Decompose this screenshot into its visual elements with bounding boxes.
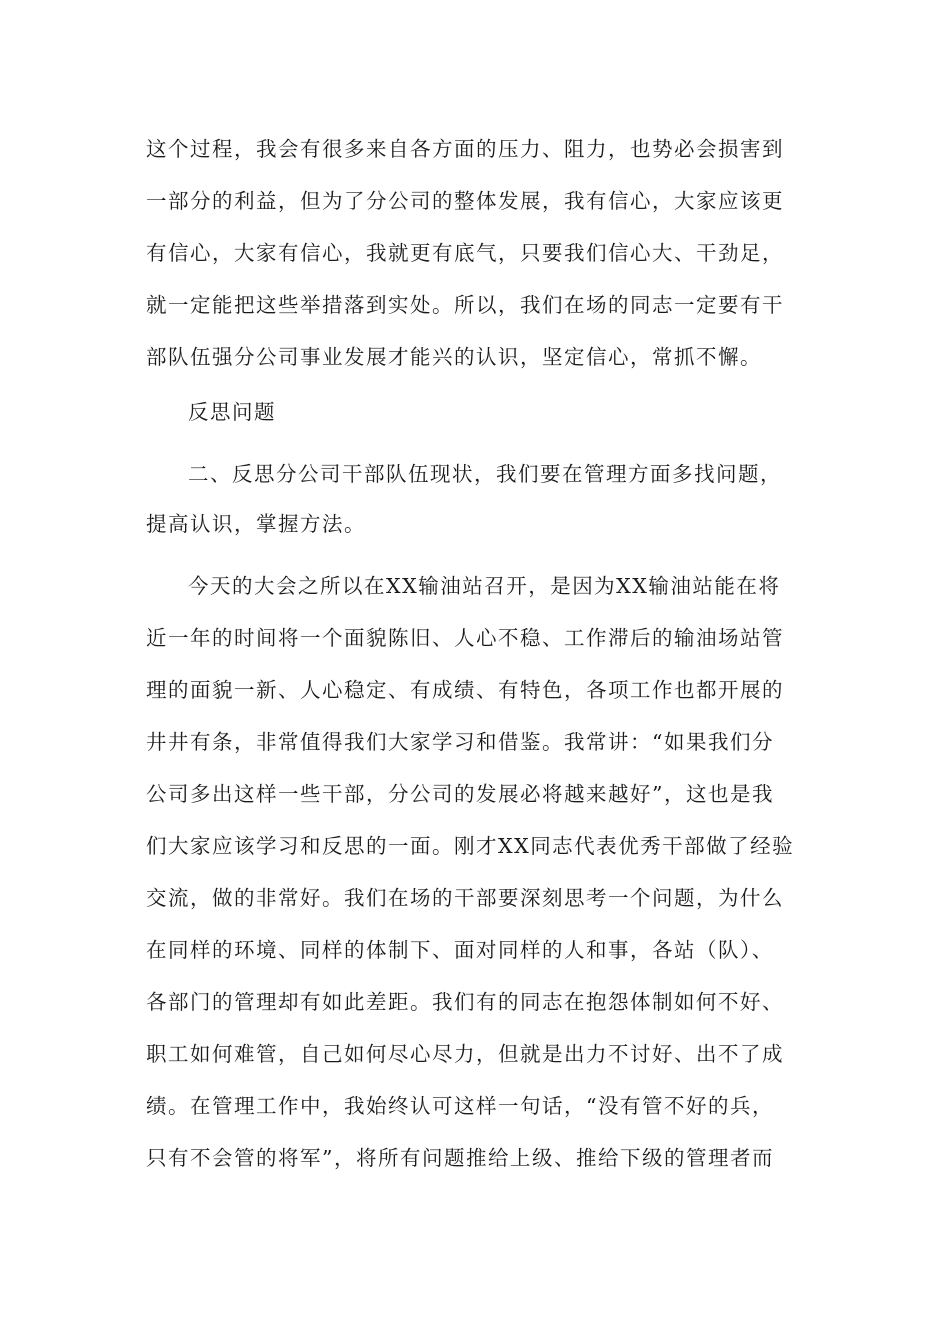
text-line: 公司多出这样一些干部，分公司的发展必将越来越好”，这也是我 bbox=[146, 782, 774, 806]
text-line: 交流，做的非常好。我们在场的干部要深刻思考一个问题，为什么 bbox=[146, 886, 784, 910]
text-line: 就一定能把这些举措落到实处。所以，我们在场的同志一定要有干 bbox=[146, 293, 784, 317]
text-line: 们大家应该学习和反思的一面。刚才XX同志代表优秀干部做了经验 bbox=[146, 834, 795, 858]
text-line: 理的面貌一新、人心稳定、有成绩、有特色，各项工作也都开展的 bbox=[146, 678, 784, 702]
text-line: 部队伍强分公司事业发展才能兴的认识，坚定信心，常抓不懈。 bbox=[146, 345, 762, 369]
text-line: 提高认识，掌握方法。 bbox=[146, 512, 366, 536]
text-line: 在同样的环境、同样的体制下、面对同样的人和事，各站（队）、 bbox=[146, 938, 774, 962]
text-line: 井井有条，非常值得我们大家学习和借鉴。我常讲：“如果我们分 bbox=[146, 730, 774, 754]
text-line: 二、反思分公司干部队伍现状，我们要在管理方面多找问题， bbox=[188, 462, 782, 486]
text-line: 一部分的利益，但为了分公司的整体发展，我有信心，大家应该更 bbox=[146, 189, 784, 213]
text-line: 今天的大会之所以在XX输油站召开，是因为XX输油站能在将 bbox=[188, 574, 781, 598]
text-line: 职工如何难管，自己如何尽心尽力，但就是出力不讨好、出不了成 bbox=[146, 1042, 784, 1066]
text-line: 有信心，大家有信心，我就更有底气，只要我们信心大、干劲足， bbox=[146, 241, 784, 265]
text-line: 绩。在管理工作中，我始终认可这样一句话，“没有管不好的兵， bbox=[146, 1094, 774, 1118]
text-line: 近一年的时间将一个面貌陈旧、人心不稳、工作滞后的输油场站管 bbox=[146, 626, 784, 650]
text-line: 这个过程，我会有很多来自各方面的压力、阻力，也势必会损害到 bbox=[146, 137, 784, 161]
text-line: 各部门的管理却有如此差距。我们有的同志在抱怨体制如何不好、 bbox=[146, 990, 784, 1014]
section-heading: 反思问题 bbox=[188, 400, 276, 424]
text-line: 只有不会管的将军”，将所有问题推给上级、推给下级的管理者而 bbox=[146, 1146, 774, 1170]
